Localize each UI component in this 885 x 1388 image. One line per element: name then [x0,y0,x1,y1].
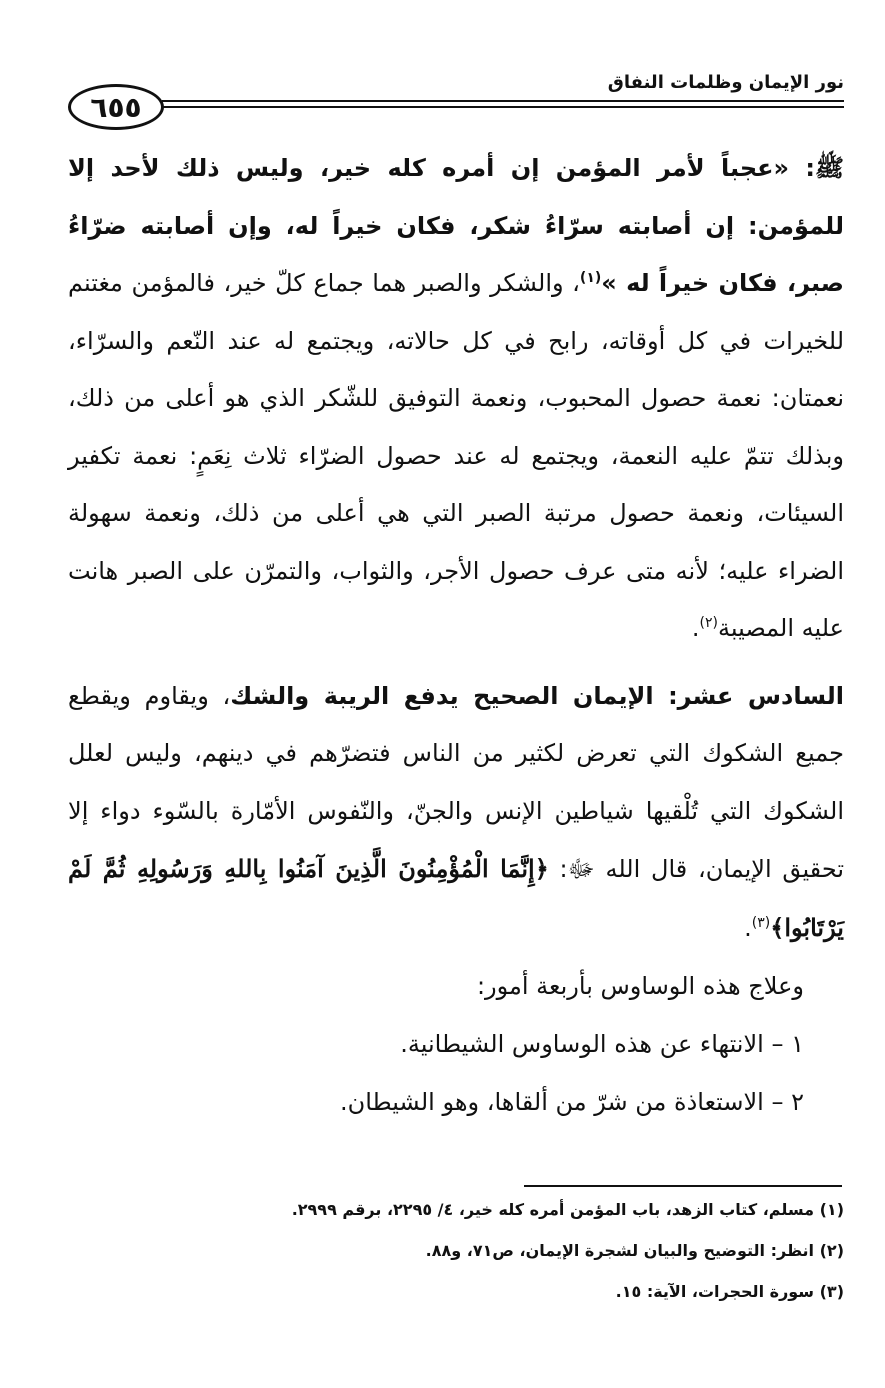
paragraph-end: . [744,913,752,942]
quran-verse: ﴿إِنَّمَا الْمُؤْمِنُونَ الَّذِينَ آمَنُوا بِاللهِ وَرَسُولِهِ ثُمَّ لَمْ يَرْتَابُوا﴾ [68,854,844,942]
list-item: ١ – الانتهاء عن هذه الوساوس الشيطانية. [400,1030,804,1058]
footnotes [68,1196,844,1319]
footnote-ref-1: (١) [579,270,602,286]
footnote-2: (٢) انظر: التوضيح والبيان لشجرة الإيمان، ص٧١، و٨٨. [425,1241,844,1260]
footnote-ref-2: (٢) [699,615,718,631]
footnote-ref-3: (٣) [751,914,771,931]
footnote-3: (٣) سورة الحجرات، الآية: ١٥. [615,1282,844,1301]
footnote-rule [524,1185,842,1187]
page-body [68,140,844,1131]
list-intro: وعلاج هذه الوساوس بأربعة أمور: [476,972,804,1000]
paragraph-end: . [691,614,700,642]
page-number: ٦٥٥ [68,84,164,130]
book-title: نور الإيمان وظلمات النفاق [607,72,844,93]
hadith-text: ﷺ: «عجباً لأمر المؤمن إن أمره كله خير، وليس ذلك لأحد إلا للمؤمن: إن أصابته سرّاءُ شكر، فكان خيراً له، وإن أصابته ضرّاءُ صبر، فكان خيراً له » [68,154,844,297]
page-header [68,74,844,142]
remedy-list [68,957,844,1131]
footnote-1: (١) مسلم، كتاب الزهد، باب المؤمن أمره كله خير، ٤/ ٢٢٩٥، برقم ٢٩٩٩. [291,1200,844,1219]
list-item: ٢ – الاستعاذة من شرّ من ألقاها، وهو الشيطان. [339,1088,804,1116]
paragraph-text: ، والشكر والصبر هما جماع كلّ خير، فالمؤمن مغتنم للخيرات في كل أوقاته، رابح في كل حالاته، ويجتمع له عند النّعم والسرّاء، نعمتان: نعمة حصول المحبوب، ونعمة التوفيق للشّكر الذي هو أعلى من ذلك، وبذلك تتمّ عليه النعمة، ويجتمع له عند حصول الضرّاء ثلاث نِعَمٍ: نعمة تكفير السيئات، ونعمة حصول مرتبة الصبر التي هي أعلى من ذلك، ونعمة سهولة الضراء عليه؛ لأنه متى عرف حصول الأجر، والثواب، والتمرّن على الصبر هانت عليه المصيبة [68,269,844,642]
header-rule [162,100,844,108]
paragraph-hadith [68,140,844,658]
section-heading: السادس عشر: الإيمان الصحيح يدفع الريبة والشك [230,681,845,710]
paragraph-text: ، ويقاوم ويقطع جميع الشكوك التي تعرض لكثير من الناس فتضرّهم في دينهم، وليس لعلل الشكوك التي تُلْقيها شياطين الإنس والجنّ، والنّفوس الأمّارة بالسّوء دواء إلا تحقيق الإيمان، قال الله ﷻ: [68,681,844,883]
paragraph-sixteenth [68,668,844,958]
